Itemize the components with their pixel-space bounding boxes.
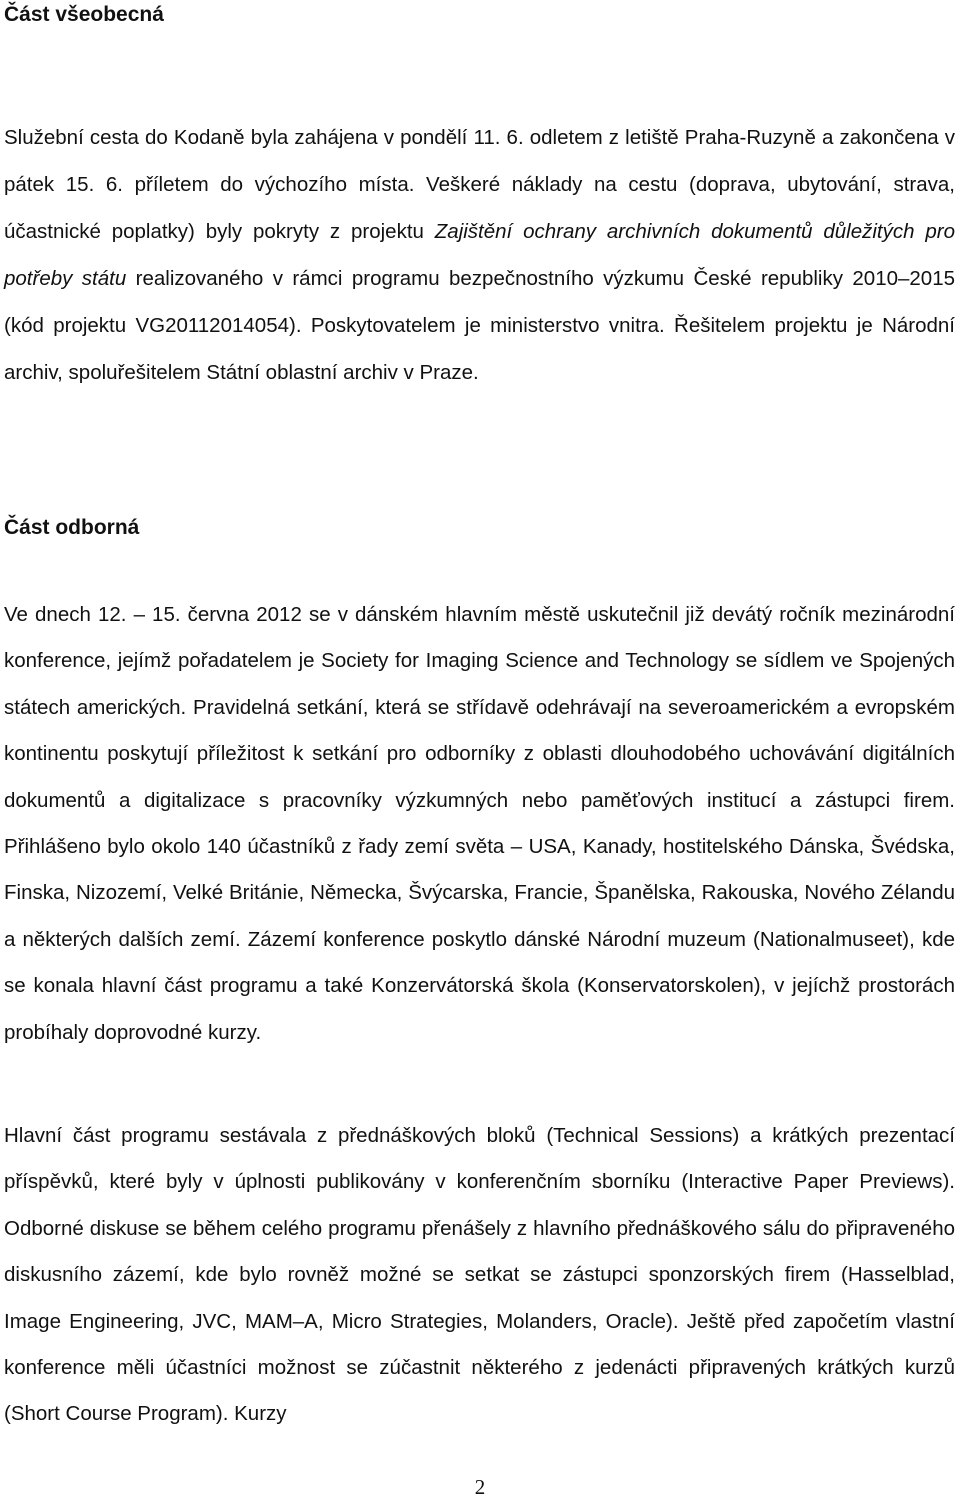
section-heading-general: Část všeobecná [4, 3, 164, 26]
project-name: Zajištění ochrany archivních dokumentů důležitých pro potřeby státu [4, 220, 955, 290]
paragraph-general [4, 114, 955, 396]
paragraph-expert-1: Ve dnech 12. – 15. června 2012 se v dánském hlavním městě uskutečnil již devátý ročník mezinárodní konference, jejímž pořadatelem je Society for Imaging Science and Technology se sídlem ve Spojených státech amerických. Pravidelná setkání, která se střídavě odehrávají na severoamerickém a evropském kontinentu poskytují příležitost k setkání pro odborníky z oblasti dlouhodobého uchovávání digitálních dokumentů a digitalizace s pracovníky výzkumných nebo paměťových institucí a zástupci firem. Přihlášeno bylo okolo 140 účastníků z řady zemí světa – USA, Kanady, hostitelského Dánska, Švédska, Finska, Nizozemí, Velké Británie, Německa, Švýcarska, Francie, Španělska, Rakouska, Nového Zélandu a některých dalších zemí. Zázemí konference poskytlo dánské Národní muzeum (Nationalmuseet), kde se konala hlavní část programu a také Konzervátorská škola (Konservatorskolen), v jejíchž prostorách probíhaly doprovodné kurzy. [4, 603, 955, 1044]
paragraph-expert-2: Hlavní část programu sestávala z přednáškových bloků (Technical Sessions) a krátkých prezentací příspěvků, které byly v úplnosti publikovány v konferenčním sborníku (Interactive Paper Previews). Odborné diskuse se během celého programu přenášely z hlavního přednáškového sálu do připraveného diskusního zázemí, kde bylo rovněž možné se setkat se zástupci sponzorských firem (Hasselblad, Image Engineering, JVC, MAM–A, Micro Strategies, Molanders, Oracle). Ještě před započetím vlastní konference měli účastníci možnost se zúčastnit některého z jedenácti připravených krátkých kurzů (Short Course Program). Kurzy [4, 1124, 955, 1426]
section-heading-expert: Část odborná [4, 516, 140, 539]
paragraph-text: realizovaného v rámci programu bezpečnostního výzkumu České republiky 2010–2015 (kód projektu VG20112014054). Poskytovatelem je ministerstvo vnitra. Řešitelem projektu je Národní archiv, spoluřešitelem Státní oblastní archiv v Praze. [4, 267, 956, 384]
page-number: 2 [474, 1475, 486, 1499]
paragraph-text: Služební cesta do Kodaně byla zahájena v pondělí 11. 6. odletem z letiště Praha-Ruzyně a zakončena v pátek 15. 6. příletem do výchozího místa. Veškeré náklady na cestu (doprava, ubytování, strava, účastnické poplatky) byly pokryty z projektu [4, 126, 955, 243]
